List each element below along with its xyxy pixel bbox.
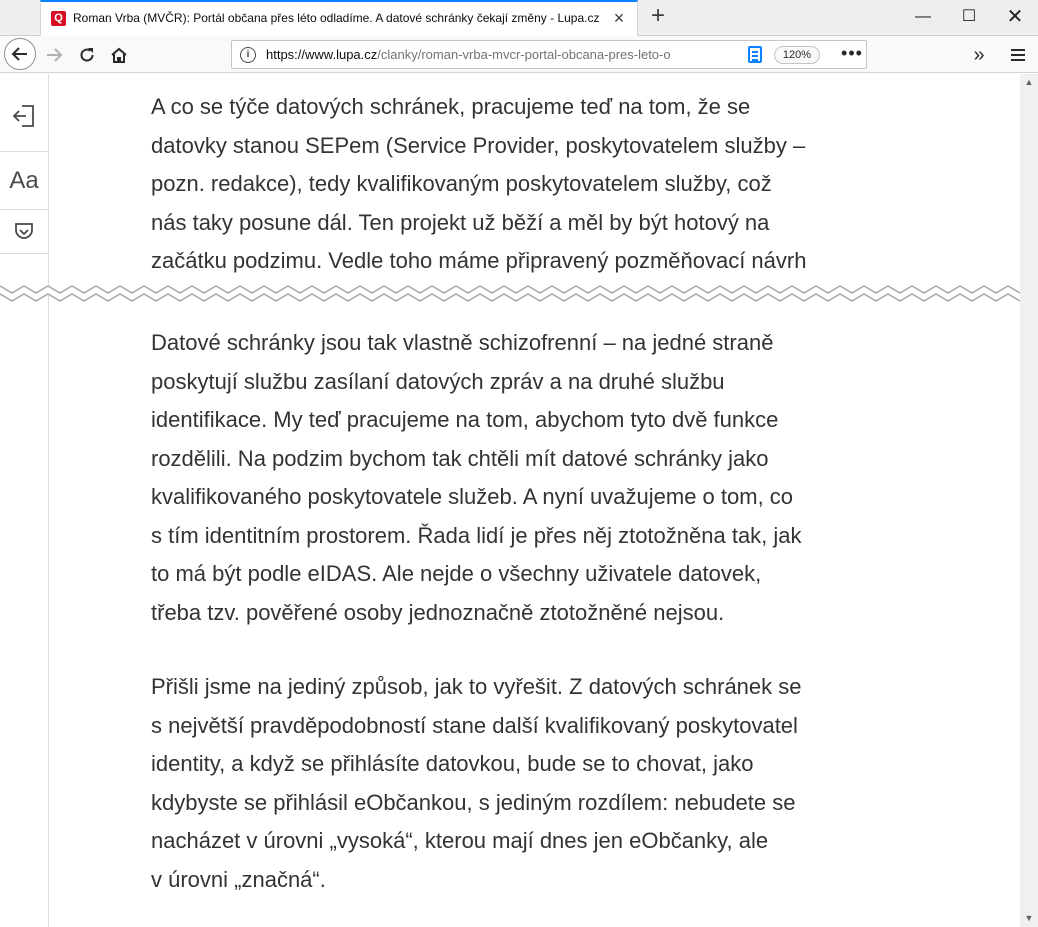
text-line: třeba tzv. pověřené osoby jednoznačně ztotožněné nejsou.: [151, 599, 725, 625]
page-actions-icon[interactable]: •••: [841, 43, 863, 63]
window-maximize-button[interactable]: ☐: [961, 8, 977, 25]
type-controls-icon: Aa: [9, 166, 39, 194]
text-line: A co se týče datových schránek, pracujeme teď na tom, že se: [151, 94, 751, 119]
reload-button[interactable]: [72, 40, 102, 70]
type-controls-button[interactable]: [0, 152, 48, 210]
url-host: https://www.lupa.cz: [266, 47, 378, 62]
reader-toolbar: [0, 74, 49, 927]
text-line: poskytují službu zasílaní datových zpráv a na druhé službu: [151, 368, 725, 394]
reader-view-content: [0, 74, 1038, 927]
text-line: pozn. redakce), tedy kvalifikovaným poskytovatelem služby, což: [151, 171, 772, 196]
text-line: s tím identitním prostorem. Řada lidí je přes něj ztotožněna tak, jak: [151, 522, 802, 548]
text-line: Přišli jsme na jediný způsob, jak to vyřešit. Z datových schránek se: [151, 674, 802, 699]
hamburger-menu-icon: [1011, 54, 1025, 56]
tab-bar: [0, 0, 1038, 36]
url-path: /clanky/roman-vrba-mvcr-portal-obcana-pres-leto-o: [377, 47, 671, 62]
text-line: s největší pravděpodobností stane další kvalifikovaný poskytovatel: [151, 712, 798, 738]
lupa-favicon-icon: Q: [51, 11, 66, 26]
close-reader-view-button[interactable]: [0, 80, 48, 152]
back-button[interactable]: [4, 38, 36, 70]
text-line: rozdělili. Na podzim bychom tak chtěli mít datové schránky jako: [151, 445, 769, 471]
back-arrow-icon: [11, 45, 29, 63]
window-minimize-button[interactable]: —: [915, 8, 931, 25]
url-text[interactable]: [266, 47, 706, 62]
tab-close-icon[interactable]: ×: [613, 8, 625, 28]
text-line: nacházet v úrovni „vysoká“, kterou mají dnes jen eObčanky, ale: [151, 828, 769, 853]
text-line: kvalifikovaného poskytovatele služeb. A nyní uvažujeme o tom, co: [151, 484, 794, 509]
new-tab-button[interactable]: +: [650, 2, 665, 29]
exit-reader-icon: [11, 103, 37, 129]
zoom-level-badge[interactable]: 120%: [774, 46, 820, 64]
text-line: v úrovni „značná“.: [151, 866, 326, 892]
text-line: Datové schránky jsou tak vlastně schizofrenní – na jedné straně: [151, 330, 774, 355]
reload-icon: [78, 46, 96, 64]
article-paragraph-2: [151, 324, 871, 632]
pocket-icon: [13, 221, 35, 243]
tab-active[interactable]: [40, 0, 638, 36]
text-line: nás taky posune dál. Ten projekt už běží a měl by být hotový na: [151, 209, 770, 235]
home-icon: [110, 46, 128, 64]
tab-title: Roman Vrba (MVČR): Portál občana přes léto odladíme. A datové schránky čekají změny - Lupa.cz: [73, 11, 600, 25]
article-paragraph-1: [151, 88, 871, 282]
menu-button[interactable]: [1003, 40, 1033, 70]
window-close-button[interactable]: ✕: [1006, 6, 1024, 28]
text-line: identifikace. My teď pracujeme na tom, abychom tyto dvě funkce: [151, 407, 779, 432]
forward-button[interactable]: [39, 40, 69, 70]
vertical-scrollbar[interactable]: [1020, 74, 1038, 927]
page-break-zigzag: [0, 283, 1038, 305]
text-line: datovky stanou SEPem (Service Provider, poskytovatelem služby –: [151, 132, 806, 158]
forward-arrow-icon: [45, 46, 63, 64]
article-paragraph-3: [151, 668, 871, 899]
scroll-up-arrow-icon[interactable]: ▲: [1024, 77, 1034, 87]
reader-view-icon[interactable]: [748, 46, 762, 63]
site-info-icon[interactable]: i: [240, 47, 256, 63]
text-line: identity, a když se přihlásíte datovkou, bude se to chovat, jako: [151, 751, 754, 776]
text-line: začátku podzimu. Vedle toho máme připravený pozměňovací návrh: [151, 248, 807, 273]
scroll-down-arrow-icon[interactable]: ▼: [1024, 913, 1034, 923]
toolbar-overflow-icon[interactable]: »: [973, 43, 985, 66]
save-to-pocket-button[interactable]: [0, 210, 48, 254]
home-button[interactable]: [104, 40, 134, 70]
url-bar[interactable]: [231, 40, 867, 69]
navigation-toolbar: [0, 36, 1038, 73]
text-line: to má být podle eIDAS. Ale nejde o všechny uživatele datovek,: [151, 561, 762, 586]
text-line: kdybyste se přihlásil eObčankou, s jediným rozdílem: nebudete se: [151, 789, 796, 815]
